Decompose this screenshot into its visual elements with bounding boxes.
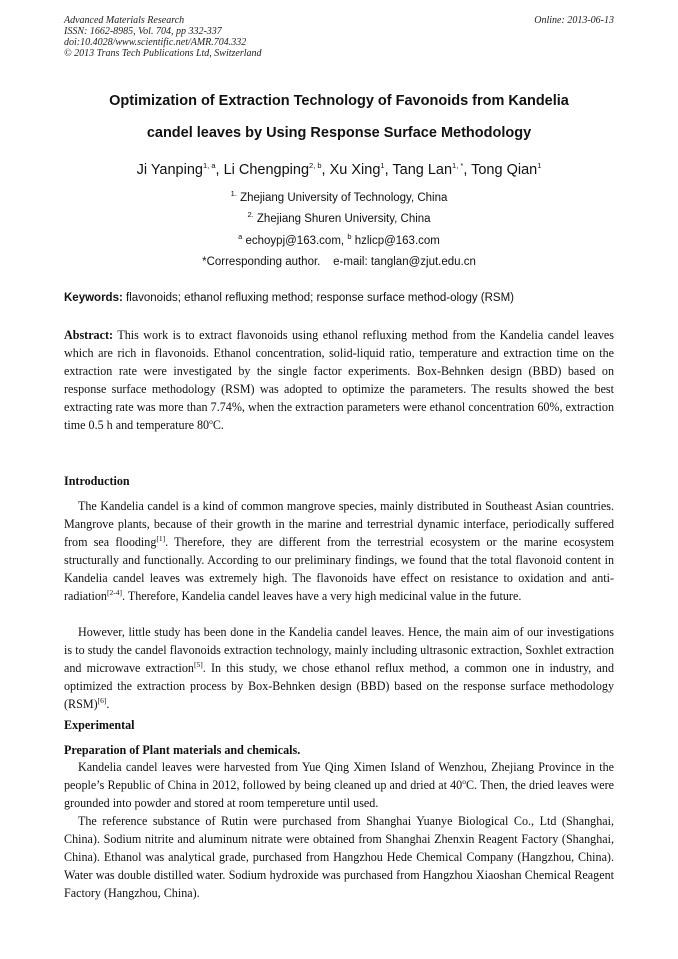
affiliation-1: [0, 189, 678, 204]
intro-text: . Therefore, Kandelia candel leaves have a very high medicinal value in the future.: [121, 589, 522, 604]
intro-text: . In this study, we chose ethanol reflux method, a common one in industry, and optimized the extraction process by Box-Behnken design (BBD) based on the response surface methodology (RSM): [64, 661, 614, 712]
paper-title-line-1: Optimization of Extraction Technology of Favonoids from Kandelia: [109, 93, 569, 109]
email-sup: b: [347, 232, 352, 242]
author-name: Ji Yanping: [136, 162, 203, 178]
author-name: Tang Lan: [392, 162, 453, 178]
journal-name: Advanced Materials Research: [64, 15, 185, 26]
abstract-text: This work is to extract flavonoids using ethanol refluxing method from the Kandelia candel leaves which are rich in flavonoids. Ethanol concentration, solid-liquid ratio, temperature and extraction time on the extraction rate were investigated by the single factor experiments. Box-Behnken design (BBD) based on response surface methodology (RSM) was adopted to optimize the parameters. The results showed the best extracting rate was more than 7.74%, when the extraction parameters were ethanol concentration 60%, extraction time 0.5 h and temperature 80: [64, 328, 614, 433]
citation: [5]: [193, 660, 203, 670]
affiliation-sup: 1.: [230, 189, 237, 199]
author-sup: 2, b: [309, 161, 322, 171]
author-sup: 1: [380, 161, 385, 171]
corresponding-email: e-mail: tanglan@zjut.edu.cn: [333, 256, 476, 268]
exp-text: Kandelia candel leaves were harvested from Yue Qing Ximen Island of Wenzhou, Zhejiang Province in the people’s Republic of China in 2012, followed by being cleaned up and dried at 40: [64, 760, 614, 793]
intro-text: The Kandelia candel is a kind of common mangrove species, mainly distributed in Southeast Asian countries. Mangrove plants, because of their growth in the marine and terrestrial dynamic interface, periodically suffered from sea flooding: [64, 499, 614, 550]
keywords-label: Keywords:: [64, 292, 123, 304]
keywords: [64, 292, 514, 304]
introduction-paragraph-1: [64, 497, 614, 606]
experimental-paragraph-1: [64, 758, 614, 812]
affiliation-sup: 2.: [247, 210, 254, 220]
online-date: Online: 2013-06-13: [534, 15, 614, 26]
author-emails: [0, 232, 678, 247]
exp-text: C. Then, the dried leaves were grounded into powder and stored at room tempereture until used.: [64, 778, 614, 811]
copyright-line: © 2013 Trans Tech Publications Ltd, Switzerland: [64, 48, 262, 59]
author-sup: 1: [537, 161, 542, 171]
abstract-label: Abstract:: [64, 328, 114, 342]
degree-sup: o: [209, 417, 213, 427]
author-name: Xu Xing: [329, 162, 381, 178]
affiliation-text: Zhejiang Shuren University, China: [256, 213, 431, 225]
degree-sup: o: [462, 777, 466, 787]
materials-subheading: Preparation of Plant materials and chemicals.: [64, 743, 301, 757]
paper-title-line-2: candel leaves by Using Response Surface Methodology: [146, 125, 532, 141]
issn-line: ISSN: 1662-8985, Vol. 704, pp 332-337: [64, 26, 222, 37]
author-name: Li Chengping: [223, 162, 310, 178]
experimental-heading: Experimental: [64, 718, 135, 732]
introduction-paragraph-2: [64, 623, 614, 713]
experimental-paragraph-2: The reference substance of Rutin were purchased from Shanghai Yuanye Biological Co., Ltd (Shanghai, China). Sodium nitrite and aluminum nitrate were obtained from Shanghai Zhenxin Reagent Factory (Shanghai, China). Ethanol was analytical grade, purchased from Hangzhou Hede Chemical Company (Hangzhou, China). Water was double distilled water. Sodium hydroxide was purchased from Hangzhou Xiaoshan Chemical Reagent Factory (Hangzhou, China).: [64, 814, 614, 901]
affiliation-text: Zhejiang University of Technology, China: [240, 192, 448, 204]
affiliation-2: [0, 210, 678, 225]
citation: [2-4]: [106, 588, 122, 598]
author-name: Tong Qian: [471, 162, 538, 178]
journal-header: [64, 15, 262, 59]
abstract-tail: C.: [212, 418, 224, 433]
author-list: Ji Yanping$^{1, a}$, Li Chengping$^{2, b}$, Xu Xing$^1$, Tang Lan$^{1, *}$, Tong Qian$^1$: [136, 161, 542, 178]
corresponding-author: [0, 256, 678, 268]
doi-line: doi:10.4028/www.scientific.net/AMR.704.332: [64, 37, 247, 48]
intro-text: .: [106, 697, 110, 712]
email-sup: a: [238, 232, 243, 242]
corresponding-label: *Corresponding author.: [202, 256, 321, 268]
intro-text: . Therefore, they are different from the terrestrial ecosystem or the marine ecosystem structurally and functionally. According to our preliminary findings, we found that the total flavonoid content in Kandelia candel leaves was extremely high. The flavonoids have effect on resistance to oxidation and anti-radiation: [64, 535, 614, 604]
intro-text: However, little study has been done in the Kandelia candel leaves. Hence, the main aim of our investigations is to study the candel flavonoids extraction technology, mainly including ultrasonic extraction, Soxhlet extraction and microwave extraction: [64, 625, 614, 676]
email-a: echoypj@163.com,: [245, 235, 345, 247]
email-b: hzlicp@163.com: [354, 235, 440, 247]
keywords-text: flavonoids; ethanol refluxing method; response surface method-ology (RSM): [126, 292, 515, 304]
author-sup: 1, *: [452, 161, 464, 171]
abstract: [64, 326, 614, 435]
citation: [1]: [156, 534, 166, 544]
author-sup: 1, a: [202, 161, 216, 171]
introduction-heading: Introduction: [64, 474, 130, 488]
citation: [6]: [97, 696, 107, 706]
